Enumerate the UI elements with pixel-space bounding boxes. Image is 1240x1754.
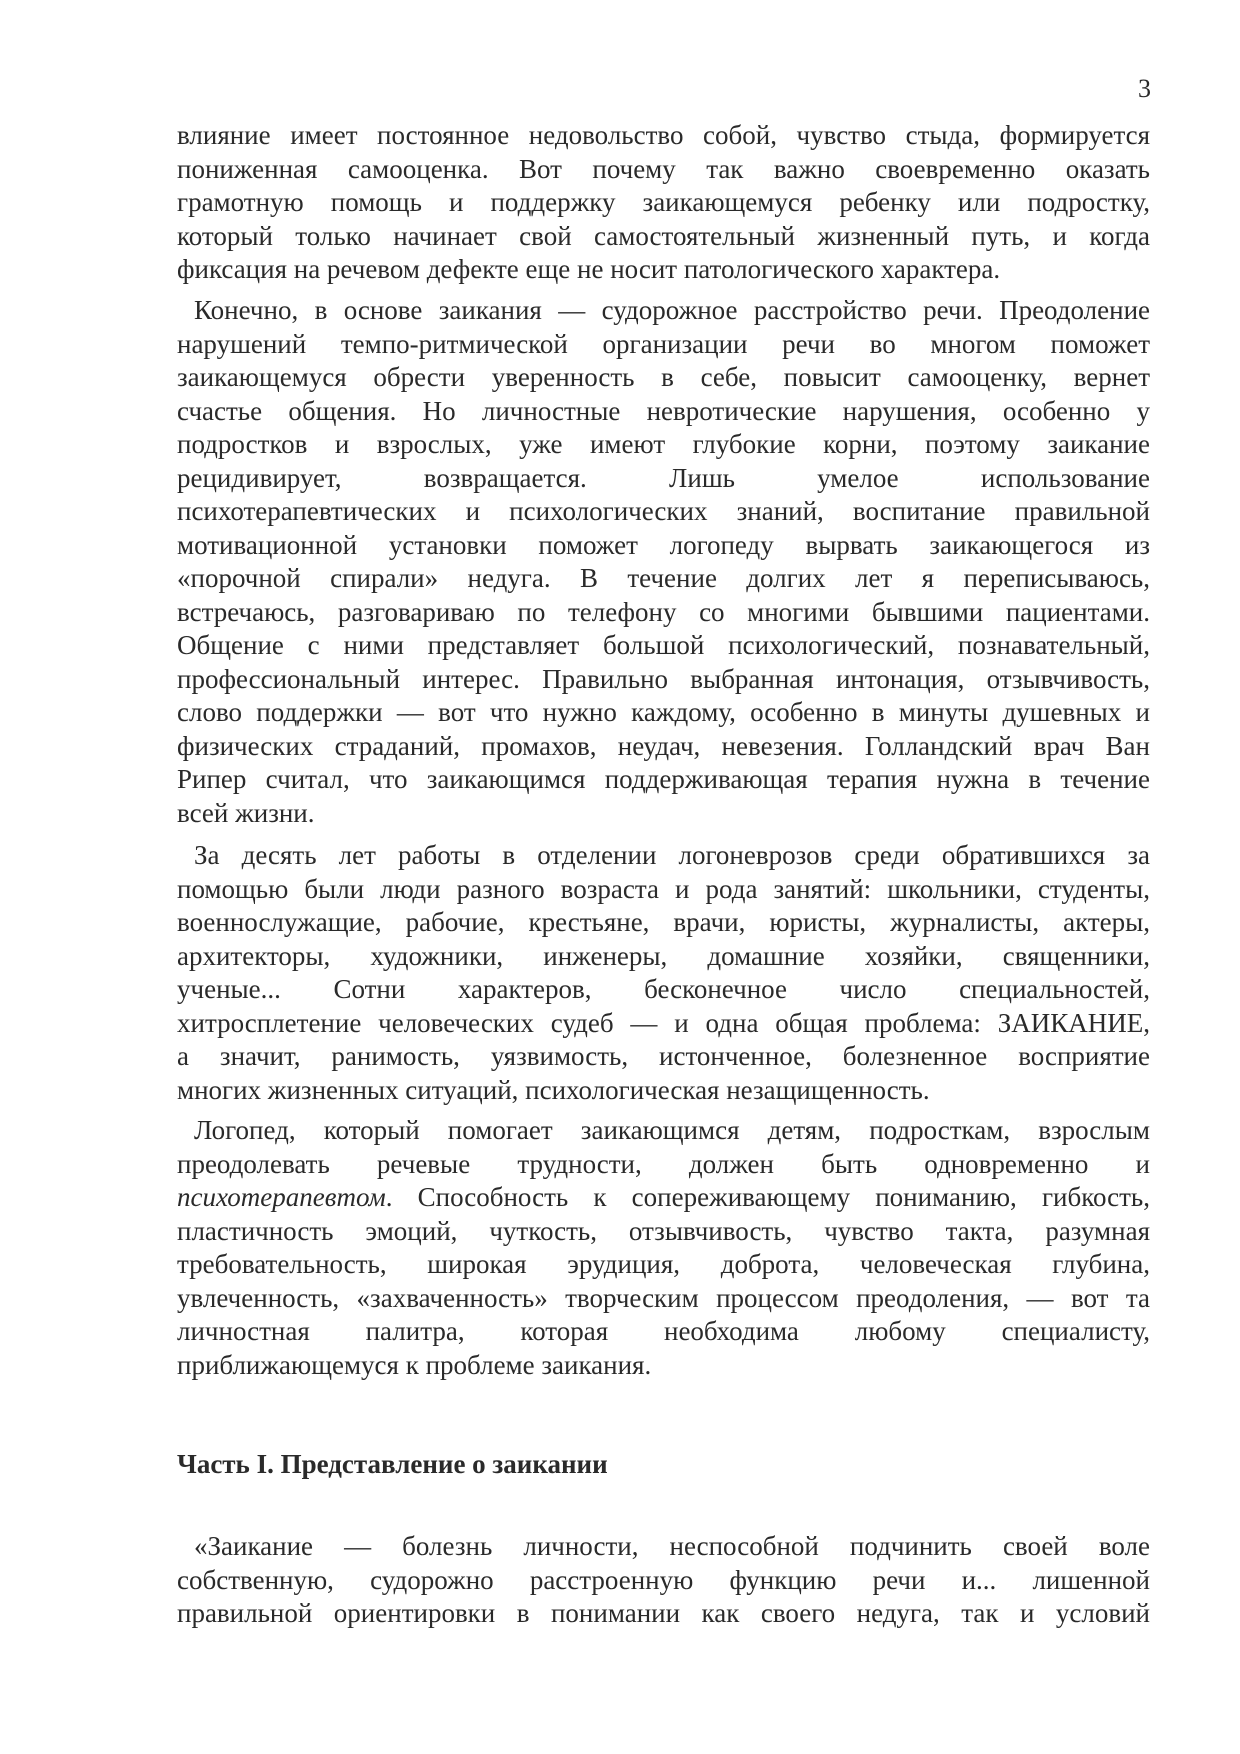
text-line: подростков и взрослых, уже имеют глубокие корни, поэтому заикание — [177, 429, 1150, 459]
text-line: всей жизни. — [177, 797, 315, 828]
text-line: За десять лет работы в отделении логоневрозов среди обратившихся за — [194, 840, 1150, 870]
section-heading: Часть I. Представление о заикании — [177, 1449, 608, 1479]
paragraph-2 — [177, 294, 1150, 830]
text-line: который только начинает свой самостоятельный жизненный путь, и когда — [177, 220, 1150, 251]
text-line: собственную, судорожно расстроенную функцию речи и... лишенной — [177, 1564, 1150, 1595]
text-line: заикающемуся обрести уверенность в себе, повысит самооценку, вернет — [177, 362, 1150, 392]
text-line: фиксация на речевом дефекте еще не носит патологического характера. — [177, 254, 1001, 284]
text-line: приближающемуся к проблеме заикания. — [177, 1349, 652, 1380]
text-line: ученые... Сотни характеров, бесконечное число специальностей, — [177, 974, 1150, 1004]
text-line: физических страданий, промахов, неудач, невезения. Голландский врач Ван — [177, 730, 1150, 761]
text-line: преодолевать речевые трудности, должен быть одновременно и — [177, 1148, 1150, 1179]
text-line: Логопед, который помогает заикающимся детям, подросткам, взрослым — [194, 1115, 1150, 1145]
text-line: влияние имеет постоянное недовольство собой, чувство стыда, формируется — [177, 120, 1150, 150]
text-line: пластичность эмоций, чуткость, отзывчивость, чувство такта, разумная — [177, 1215, 1150, 1246]
text-line: «Заикание — болезнь личности, неспособной подчинить своей воле — [194, 1531, 1150, 1561]
text-line: счастье общения. Но личностные невротические нарушения, особенно у — [177, 395, 1150, 426]
text-line: психотерапевтических и психологических знаний, воспитание правильной — [177, 496, 1150, 526]
text-line: правильной ориентировки в понимании как своего недуга, так и условий — [177, 1598, 1150, 1628]
paragraph-3 — [177, 839, 1150, 1107]
text-line: слово поддержки — вот что нужно каждому, особенно в минуты душевных и — [177, 697, 1150, 727]
text-line: хитросплетение человеческих судеб — и одна общая проблема: ЗАИКАНИЕ, — [177, 1007, 1150, 1038]
text-line: грамотную помощь и поддержку заикающемуся ребенку или подростку, — [177, 187, 1150, 217]
text-line: требовательность, широкая эрудиция, доброта, человеческая глубина, — [177, 1249, 1150, 1279]
text-line: встречаюсь, разговариваю по телефону со многими бывшими пациентами. — [177, 596, 1150, 627]
text-line: увлеченность, «захваченность» творческим процессом преодоления, — вот та — [177, 1282, 1150, 1313]
text-line: «порочной спирали» недуга. В течение долгих лет я переписываюсь, — [177, 563, 1150, 593]
text-line: личностная палитра, которая необходима любому специалисту, — [177, 1316, 1150, 1346]
quote-paragraph — [177, 1530, 1150, 1631]
text-line: военнослужащие, рабочие, крестьяне, врачи, юристы, журналисты, актеры, — [177, 907, 1150, 937]
text-line: архитекторы, художники, инженеры, домашние хозяйки, священники, — [177, 940, 1150, 971]
text-line: рецидивирует, возвращается. Лишь умелое использование — [177, 462, 1150, 493]
text-line: Общение с ними представляет большой психологический, познавательный, — [177, 630, 1150, 660]
text-line: многих жизненных ситуаций, психологическая незащищенность. — [177, 1074, 930, 1105]
text-line: а значит, ранимость, уязвимость, истонченное, болезненное восприятие — [177, 1041, 1150, 1071]
page-number: 3 — [1138, 74, 1151, 103]
text-line: Конечно, в основе заикания — судорожное расстройство речи. Преодоление — [194, 295, 1150, 325]
text-line: профессиональный интерес. Правильно выбранная интонация, отзывчивость, — [177, 663, 1150, 694]
text-line: Рипер считал, что заикающимся поддерживающая терапия нужна в течение — [177, 764, 1150, 794]
text-line: помощью были люди разного возраста и рода занятий: школьники, студенты, — [177, 873, 1150, 904]
text-line: нарушений темпо-ритмической организации речи во многом поможет — [177, 328, 1150, 359]
paragraph-4 — [177, 1114, 1150, 1382]
text-line: психотерапевтом. Способность к сопереживающему пониманию, гибкость, — [177, 1182, 1150, 1212]
text-line: пониженная самооценка. Вот почему так важно своевременно оказать — [177, 153, 1150, 184]
text-line: мотивационной установки поможет логопеду вырвать заикающегося из — [177, 529, 1150, 560]
paragraph-1 — [177, 119, 1150, 287]
